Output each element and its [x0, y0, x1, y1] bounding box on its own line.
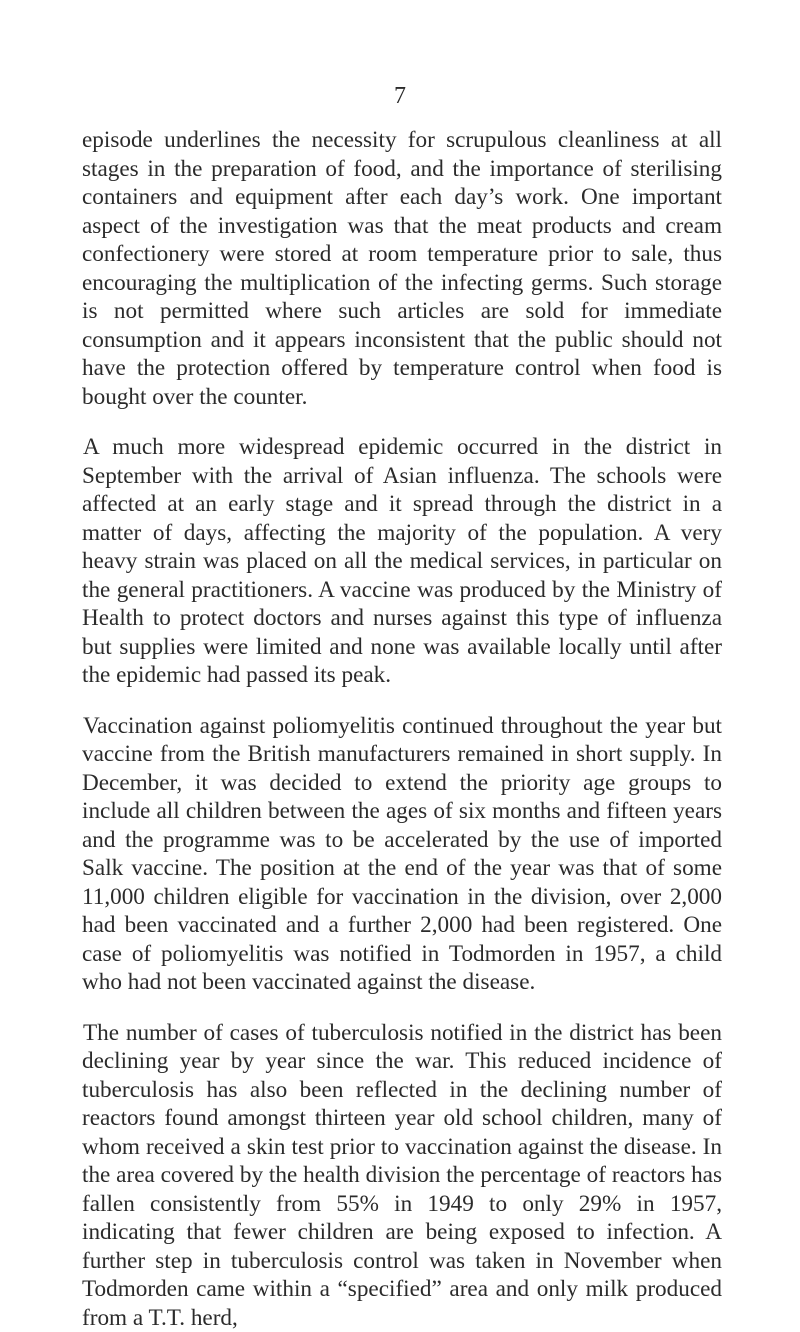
paragraph-tuberculosis: The number of cases of tuberculosis notified in the district has been declining year by year since the war. This reduced incidence of tuberculosis has also been reflected in the declining number of reactors found amongst thirteen year old school children, many of whom received a skin test prior to vaccination against the disease. In the area covered by the health division the percentage of reactors has fallen consistently from 55% in 1949 to only 29% in 1957, indicating that fewer children are being exposed to infection. A further step in tuberculosis control was taken in November when Todmorden came within a “specified” area and only milk produced from a T.T. herd, — [82, 1019, 722, 1332]
paragraph-poliomyelitis-vaccination: Vaccination against poliomyelitis continued throughout the year but vaccine from the British manufacturers remained in short supply. In December, it was decided to extend the priority age groups to include all children between the ages of six months and fifteen years and the programme was to be accelerated by the use of imported Salk vaccine. The position at the end of the year was that of some 11,000 children eligible for vaccination in the division, over 2,000 had been vaccinated and a further 2,000 had been registered. One case of poliomyelitis was notified in Todmorden in 1957, a child who had not been vaccinated against the disease. — [82, 712, 722, 997]
paragraph-asian-influenza: A much more widespread epidemic occurred in the district in September with the arrival of Asian influenza. The schools were affected at an early stage and it spread through the district in a matter of days, affecting the majority of the population. A very heavy strain was placed on all the medical services, in particular on the general practitioners. A vaccine was produced by the Ministry of Health to protect doctors and nurses against this type of influenza but supplies were limited and none was available locally until after the epidemic had passed its peak. — [82, 433, 722, 690]
page-number: 7 — [0, 82, 800, 110]
paragraph-gap — [82, 690, 722, 712]
paragraph-gap — [82, 997, 722, 1019]
document-body — [82, 126, 722, 1332]
paragraph-food-hygiene: episode underlines the necessity for scrupulous cleanliness at all stages in the preparation of food, and the importance of sterilising containers and equipment after each day’s work. One important aspect of the investigation was that the meat products and cream confectionery were stored at room temperature prior to sale, thus encouraging the multiplication of the infecting germs. Such storage is not permitted where such articles are sold for immediate consumption and it appears inconsistent that the public should not have the protection offered by temperature control when food is bought over the counter. — [82, 126, 722, 411]
paragraph-gap — [82, 411, 722, 433]
